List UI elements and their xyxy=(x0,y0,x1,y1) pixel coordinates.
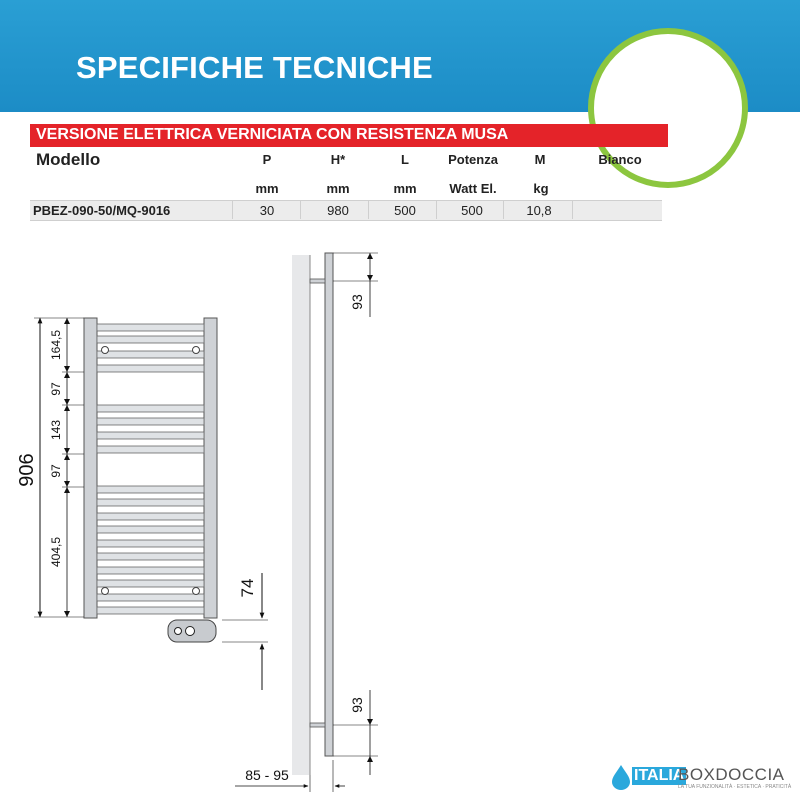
row-value-p: 30 xyxy=(259,203,275,218)
top-bracket xyxy=(310,279,325,283)
dim-segment-3: 143 xyxy=(49,419,63,441)
logo-tagline: LA TUA FUNZIONALITÀ · ESTETICA · PRATICITÀ xyxy=(678,784,792,790)
dim-segment-4: 97 xyxy=(49,464,63,478)
col-header-h: H* xyxy=(330,152,346,167)
col-unit-h: mm xyxy=(326,181,350,196)
front-view xyxy=(16,318,268,690)
model-header: Modello xyxy=(36,150,101,169)
col-header-p: P xyxy=(262,152,272,167)
row-model-code: PBEZ-090-50/MQ-9016 xyxy=(33,203,171,218)
logo-brand: BOXDOCCIA xyxy=(678,765,785,784)
row-value-potenza: 500 xyxy=(461,203,483,218)
bottom-bracket xyxy=(310,723,325,727)
col-header-l: L xyxy=(401,152,409,167)
dim-segment-2: 97 xyxy=(49,382,63,396)
col-unit-potenza: Watt El. xyxy=(449,181,497,196)
water-drop-icon xyxy=(610,764,632,790)
page-title: SPECIFICHE TECNICHE xyxy=(76,50,433,85)
towel-bars xyxy=(97,324,204,614)
dim-bottom-offset: 93 xyxy=(349,697,365,713)
col-unit-m: kg xyxy=(533,181,549,196)
dim-segment-1: 164,5 xyxy=(49,329,63,361)
version-label: VERSIONE ELETTRICA VERNICIATA CON RESISTENZA MUSA xyxy=(36,126,509,143)
row-value-l: 500 xyxy=(394,203,416,218)
dim-wall-distance: 85 - 95 xyxy=(245,767,289,783)
col-unit-l: mm xyxy=(393,181,417,196)
side-view xyxy=(235,253,378,792)
col-header-potenza: Potenza xyxy=(448,152,498,167)
dim-top-offset: 93 xyxy=(349,294,365,310)
left-collector xyxy=(84,318,97,618)
col-header-m: M xyxy=(534,152,546,167)
logo-italia: ITALIA xyxy=(634,767,685,784)
wall xyxy=(292,255,310,775)
right-collector xyxy=(204,318,217,618)
brand-logo xyxy=(610,762,790,792)
col-unit-p: mm xyxy=(255,181,279,196)
dim-total-height: 906 xyxy=(16,453,38,487)
heater-element xyxy=(168,620,216,642)
row-value-h: 980 xyxy=(327,203,349,218)
dim-segment-5: 404,5 xyxy=(49,536,63,568)
dim-heater-height: 74 xyxy=(238,578,257,598)
side-collector xyxy=(325,253,333,756)
col-header-bianco: Bianco xyxy=(598,152,642,167)
row-value-m: 10,8 xyxy=(526,203,552,218)
